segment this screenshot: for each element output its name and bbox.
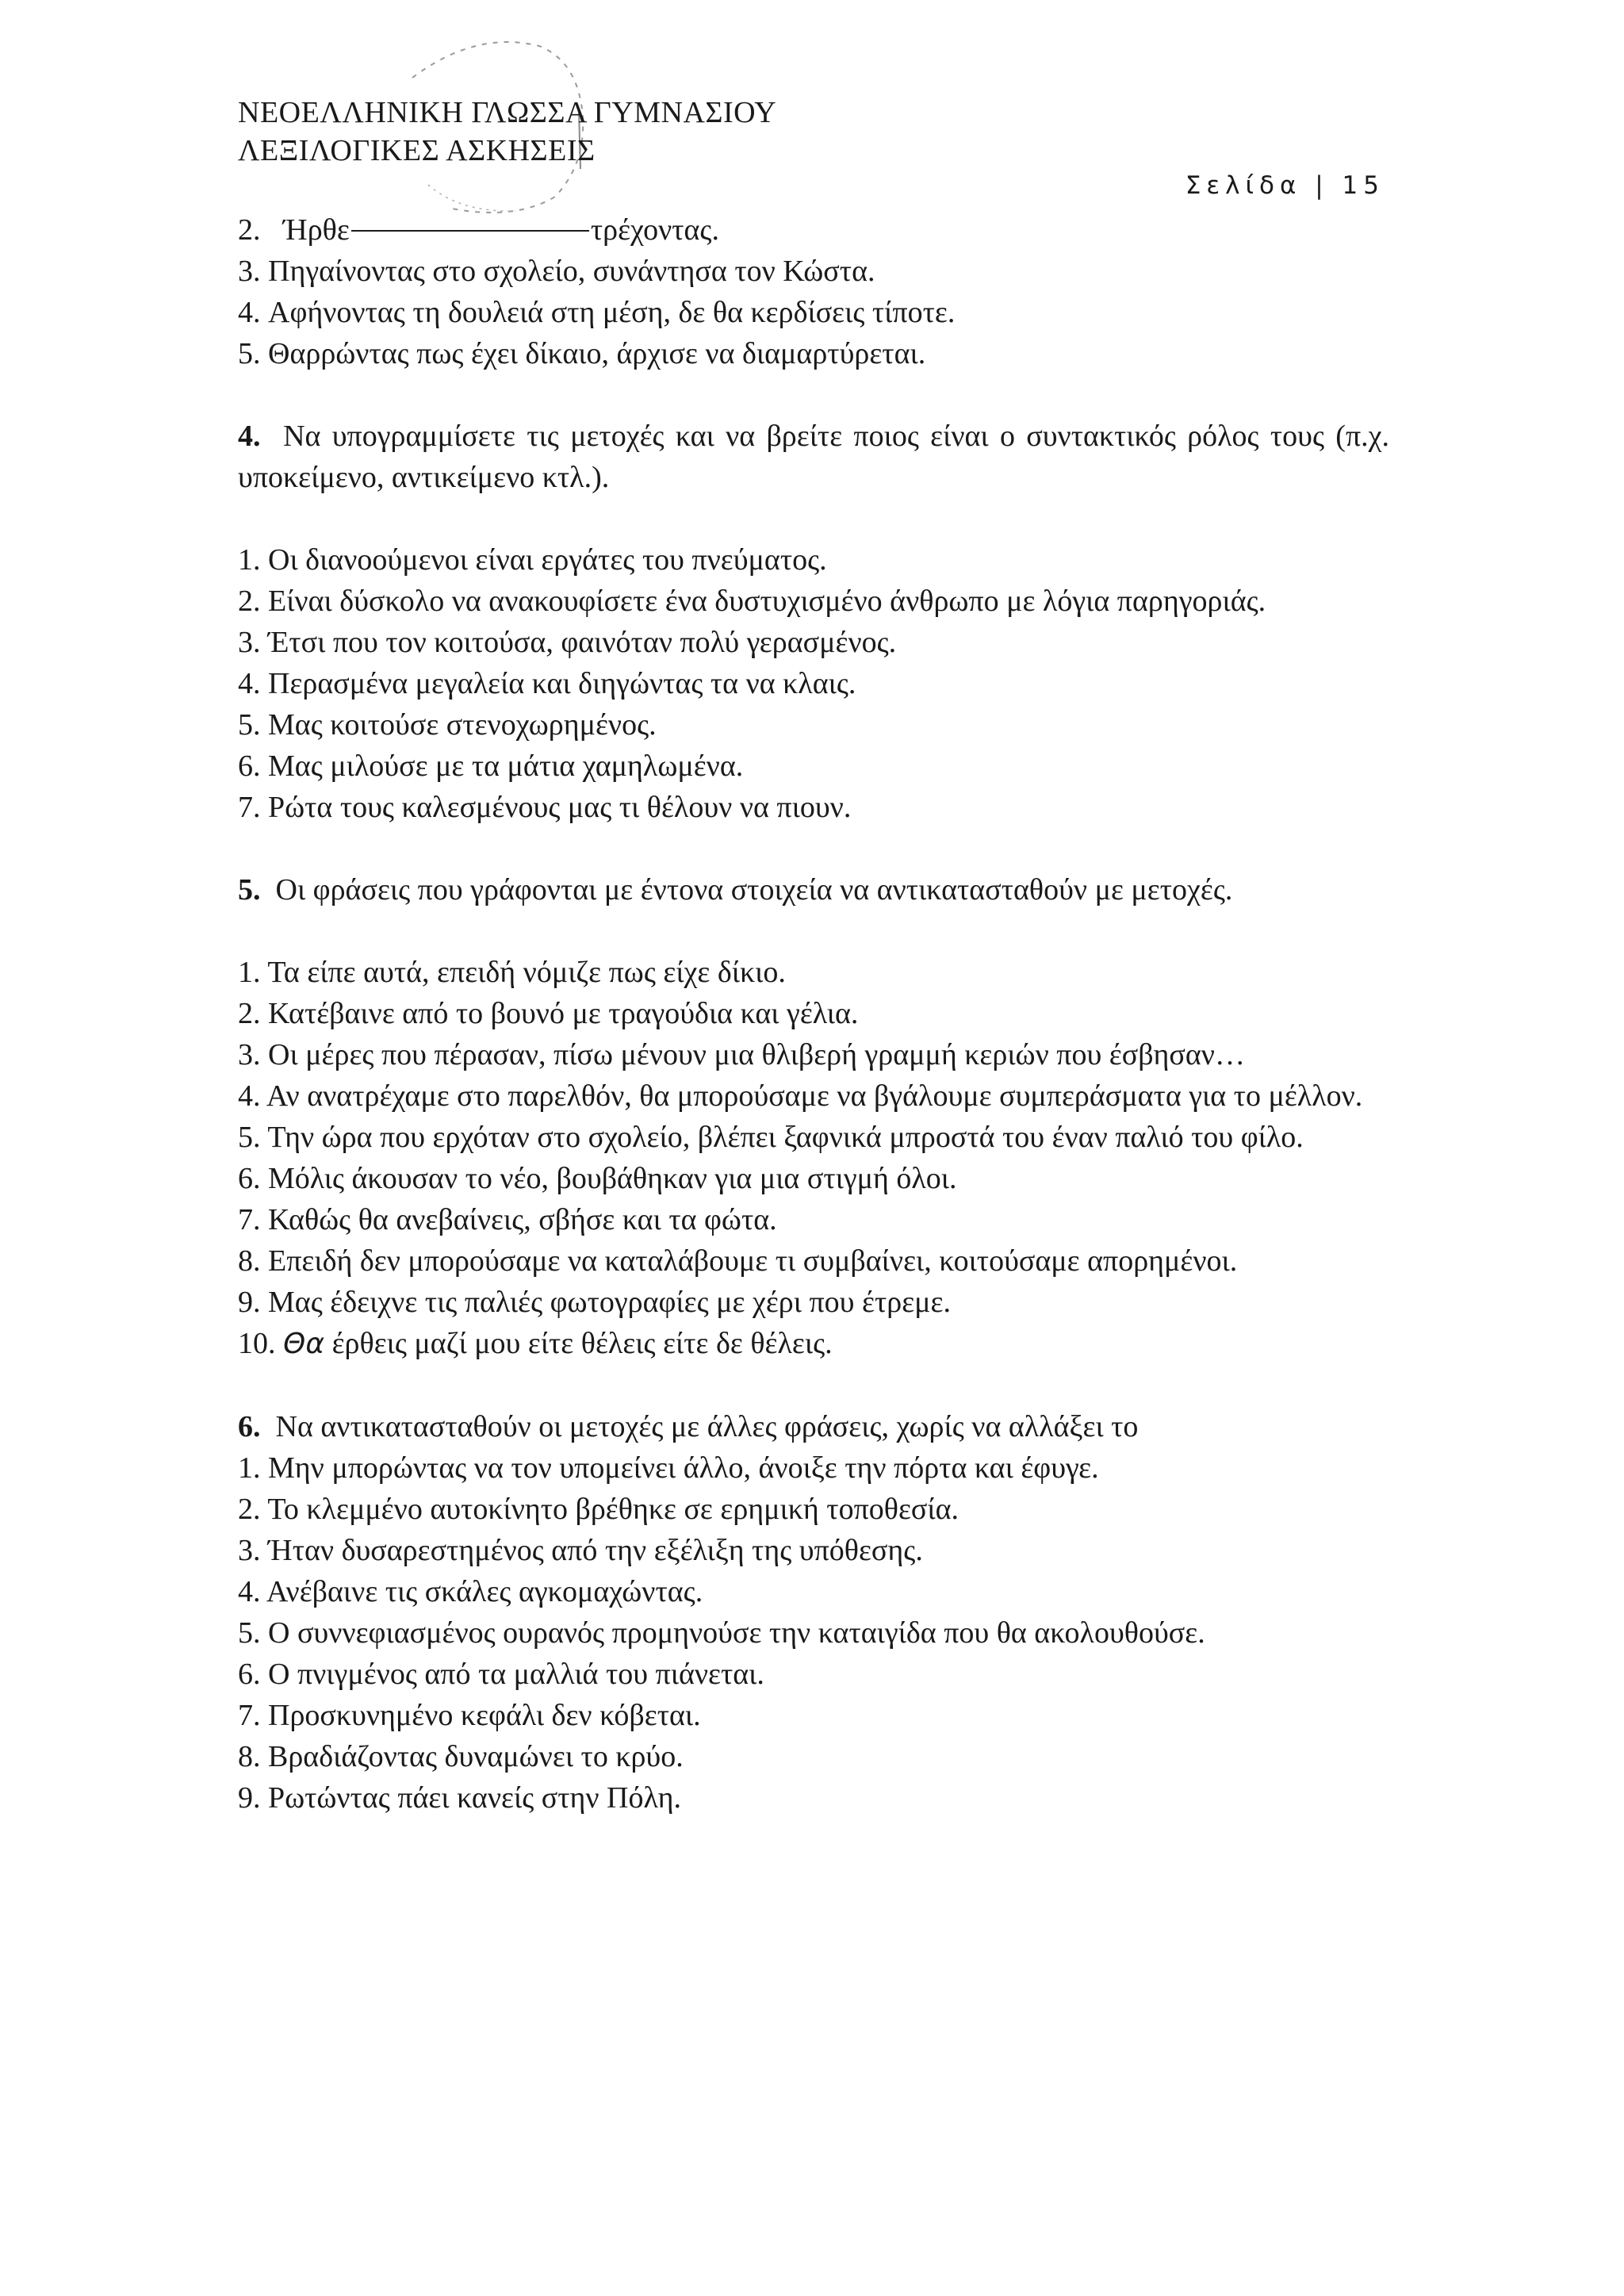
- list-item: 3. Έτσι που τον κοιτούσα, φαινόταν πολύ γερασμένος.: [238, 626, 897, 659]
- list-item: 6. Μας μιλούσε με τα μάτια χαμηλωμένα.: [238, 749, 744, 783]
- task-instruction: 6. Να αντικατασταθούν οι μετοχές με άλλες φράσεις, χωρίς να αλλάξει το: [238, 1410, 1139, 1443]
- list-item: 2. Κατέβαινε από το βουνό με τραγούδια και γέλια.: [238, 997, 859, 1030]
- header-topic: ΛΕΞΙΛΟΓΙΚΕΣ ΑΣΚΗΣΕΙΣ: [238, 134, 596, 167]
- list-item: 1. Μην μπορώντας να τον υπομείνει άλλο, άνοιξε την πόρτα και έφυγε.: [238, 1451, 1099, 1485]
- list-item: 4. Αν ανατρέχαμε στο παρελθόν, θα μπορούσαμε να βγάλουμε συμπεράσματα για το μέλλον.: [238, 1079, 1363, 1113]
- list-item: 3. Ήταν δυσαρεστημένος από την εξέλιξη της υπόθεσης.: [238, 1534, 923, 1567]
- list-item: 5. Μας κοιτούσε στενοχωρημένος.: [238, 708, 657, 742]
- list-item: 5. Θαρρώντας πως έχει δίκαιο, άρχισε να διαμαρτύρεται.: [238, 337, 926, 370]
- list-item: 10. Θα έρθεις μαζί μου είτε θέλεις είτε δε θέλεις.: [238, 1327, 833, 1360]
- document-header: [238, 94, 776, 170]
- list-item: 2. Είναι δύσκολο να ανακουφίσετε ένα δυστυχισμένο άνθρωπο με λόγια παρηγοριάς.: [238, 585, 1266, 618]
- task-number: 6.: [238, 1410, 261, 1443]
- list-item: 4. Ανέβαινε τις σκάλες αγκομαχώντας.: [238, 1575, 703, 1608]
- list-item: 9. Ρωτώντας πάει κανείς στην Πόλη.: [238, 1781, 681, 1815]
- list-item: 4. Αφήνοντας τη δουλειά στη μέση, δε θα κερδίσεις τίποτε.: [238, 296, 956, 329]
- header-subject: ΝΕΟΕΛΛΗΝΙΚΗ ΓΛΩΣΣΑ ΓΥΜΝΑΣΙΟΥ: [238, 96, 777, 129]
- list-item: 4. Περασμένα μεγαλεία και διηγώντας τα να κλαις.: [238, 667, 856, 700]
- list-item: 3. Πηγαίνοντας στο σχολείο, συνάντησα τον Κώστα.: [238, 255, 875, 288]
- list-item: 2. Το κλεμμένο αυτοκίνητο βρέθηκε σε ερημική τοποθεσία.: [238, 1493, 959, 1526]
- list-item: 1. Οι διανοούμενοι είναι εργάτες του πνεύματος.: [238, 543, 827, 577]
- task-number: 5.: [238, 873, 261, 907]
- list-item: 5. Ο συννεφιασμένος ουρανός προμηνούσε την καταιγίδα που θα ακολουθούσε.: [238, 1616, 1205, 1650]
- list-item: 9. Μας έδειχνε τις παλιές φωτογραφίες με χέρι που έτρεμε.: [238, 1286, 951, 1319]
- list-item: 8. Επειδή δεν μπορούσαμε να καταλάβουμε τι συμβαίνει, κοιτούσαμε απορημένοι.: [238, 1244, 1238, 1278]
- document-body: [238, 209, 1389, 1819]
- list-item: 7. Καθώς θα ανεβαίνεις, σβήσε και τα φώτα.: [238, 1203, 777, 1236]
- list-item: 2. Ήρθε τρέχοντας.: [238, 213, 719, 247]
- list-item: 8. Βραδιάζοντας δυναμώνει το κρύο.: [238, 1740, 684, 1773]
- list-item: 3. Οι μέρες που πέρασαν, πίσω μένουν μια θλιβερή γραμμή κεριών που έσβησαν…: [238, 1038, 1245, 1071]
- list-item: 1. Τα είπε αυτά, επειδή νόμιζε πως είχε δίκιο.: [238, 956, 786, 989]
- fill-in-blank: [351, 230, 589, 232]
- list-item: 6. Ο πνιγμένος από τα μαλλιά του πιάνεται.: [238, 1658, 764, 1691]
- list-item: 5. Την ώρα που ερχόταν στο σχολείο, βλέπει ξαφνικά μπροστά του έναν παλιό του φίλο.: [238, 1121, 1304, 1154]
- task-instruction: 4. Να υπογραμμίσετε τις μετοχές και να βρείτε ποιος είναι ο συντακτικός ρόλος τους (π.χ. υποκείμενο, αντικείμενο κτλ.).: [238, 420, 1389, 494]
- page-number: Σελίδα | 15: [1185, 171, 1385, 200]
- task-number: 4.: [238, 420, 261, 453]
- task-instruction: 5. Οι φράσεις που γράφονται με έντονα στοιχεία να αντικατασταθούν με μετοχές.: [238, 873, 1233, 907]
- list-item: 7. Προσκυνημένο κεφάλι δεν κόβεται.: [238, 1699, 701, 1732]
- list-item: 7. Ρώτα τους καλεσμένους μας τι θέλουν να πιουν.: [238, 791, 852, 824]
- list-item: 6. Μόλις άκουσαν το νέο, βουβάθηκαν για μια στιγμή όλοι.: [238, 1162, 957, 1195]
